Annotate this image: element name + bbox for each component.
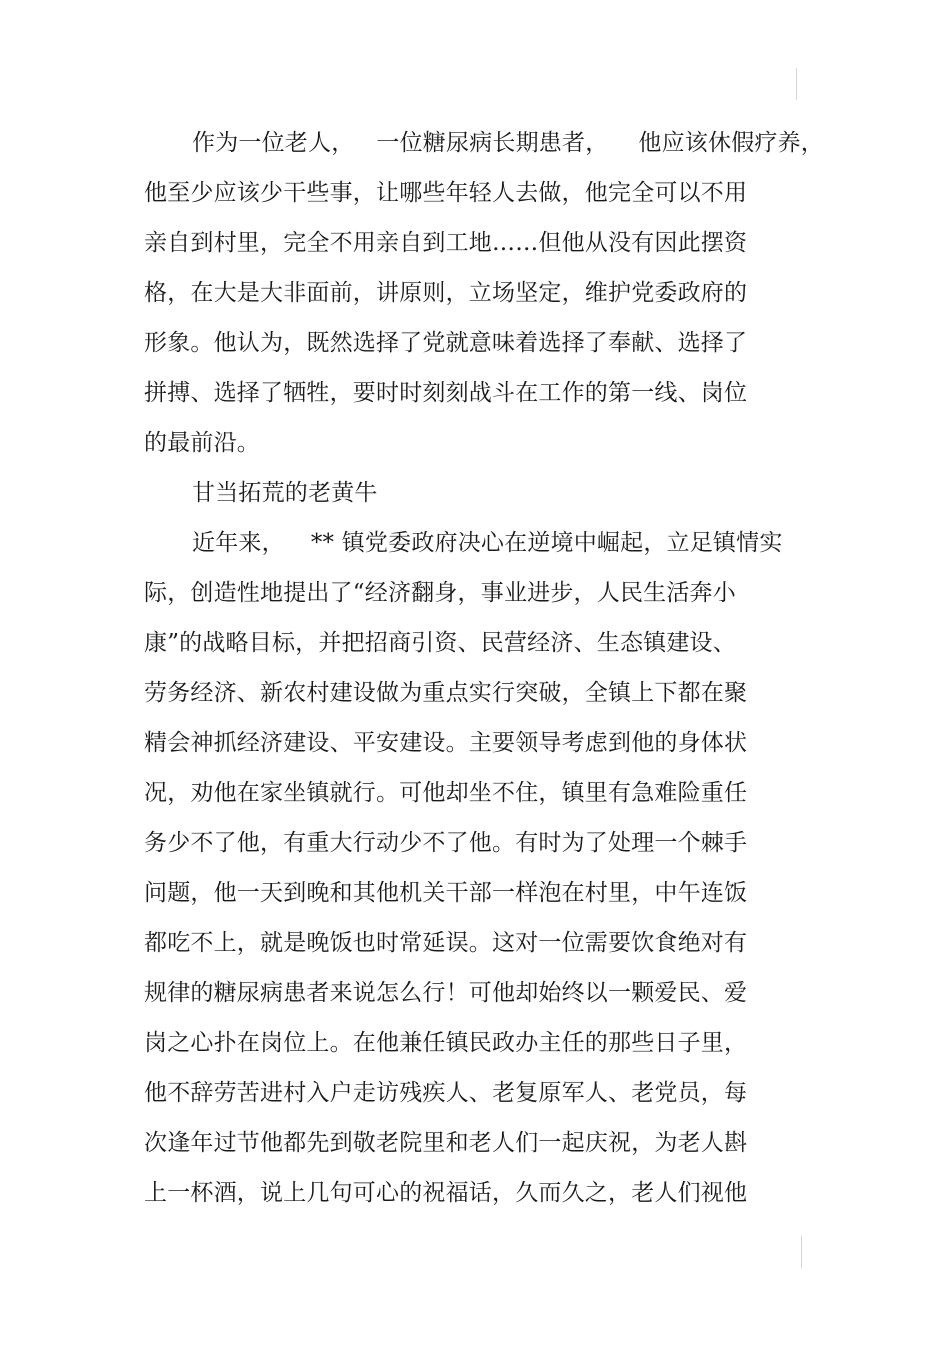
paragraph-line: 务少不了他，有重大行动少不了他。有时为了处理一个棘手	[144, 830, 748, 856]
paragraph-2-line-1	[144, 518, 794, 568]
margin-marker-top	[796, 68, 797, 100]
text-segment: 一位糖尿病长期患者，	[376, 130, 609, 156]
paragraph-line: 格，在大是大非面前，讲原则，立场坚定，维护党委政府的	[144, 280, 748, 306]
text-segment: 近年来，	[192, 530, 285, 556]
document-body	[144, 118, 825, 1218]
paragraph-line: 精会神抓经济建设、平安建设。主要领导考虑到他的身体状	[144, 730, 748, 756]
text-segment: 作为一位老人，	[192, 130, 355, 156]
paragraph-line: 亲自到村里，完全不用亲自到工地……但他从没有因此摆资	[144, 230, 748, 256]
section-heading: 甘当拓荒的老黄牛	[192, 480, 378, 506]
text-segment: ** 镇党委政府决心在逆境中崛起，立足镇情实	[310, 530, 783, 556]
paragraph-line: 岗之心扑在岗位上。在他兼任镇民政办主任的那些日子里，	[144, 1030, 748, 1056]
paragraph-line: 都吃不上，就是晚饭也时常延误。这对一位需要饮食绝对有	[144, 930, 748, 956]
paragraph-line: 问题，他一天到晚和其他机关干部一样泡在村里，中午连饭	[144, 880, 748, 906]
paragraph-line: 形象。他认为，既然选择了党就意味着选择了奉献、选择了	[144, 330, 748, 356]
paragraph-line: 他不辞劳苦进村入户走访残疾人、老复原军人、老党员，每	[144, 1080, 748, 1106]
paragraph-line: 康”的战略目标，并把招商引资、民营经济、生态镇建设、	[144, 630, 736, 656]
paragraph-line: 劳务经济、新农村建设做为重点实行突破，全镇上下都在聚	[144, 680, 748, 706]
paragraph-line: 的最前沿。	[144, 430, 260, 456]
paragraph-line: 际，创造性地提出了“经济翻身，事业进步，人民生活奔小	[144, 580, 736, 606]
paragraph-line: 规律的糖尿病患者来说怎么行！可他却始终以一颗爱民、爱	[144, 980, 748, 1006]
paragraph-line: 拼搏、选择了牺牲，要时时刻刻战斗在工作的第一线、岗位	[144, 380, 748, 406]
paragraph-1-line-1	[144, 118, 825, 168]
text-segment: 他应该休假疗养，	[638, 130, 825, 156]
margin-marker-bottom	[801, 1236, 802, 1268]
paragraph-line: 上一杯酒，说上几句可心的祝福话，久而久之，老人们视他	[144, 1180, 748, 1206]
paragraph-line: 次逢年过节他都先到敬老院里和老人们一起庆祝，为老人斟	[144, 1130, 748, 1156]
paragraph-line: 他至少应该少干些事，让哪些年轻人去做，他完全可以不用	[144, 180, 748, 206]
paragraph-line: 况，劝他在家坐镇就行。可他却坐不住，镇里有急难险重任	[144, 780, 748, 806]
